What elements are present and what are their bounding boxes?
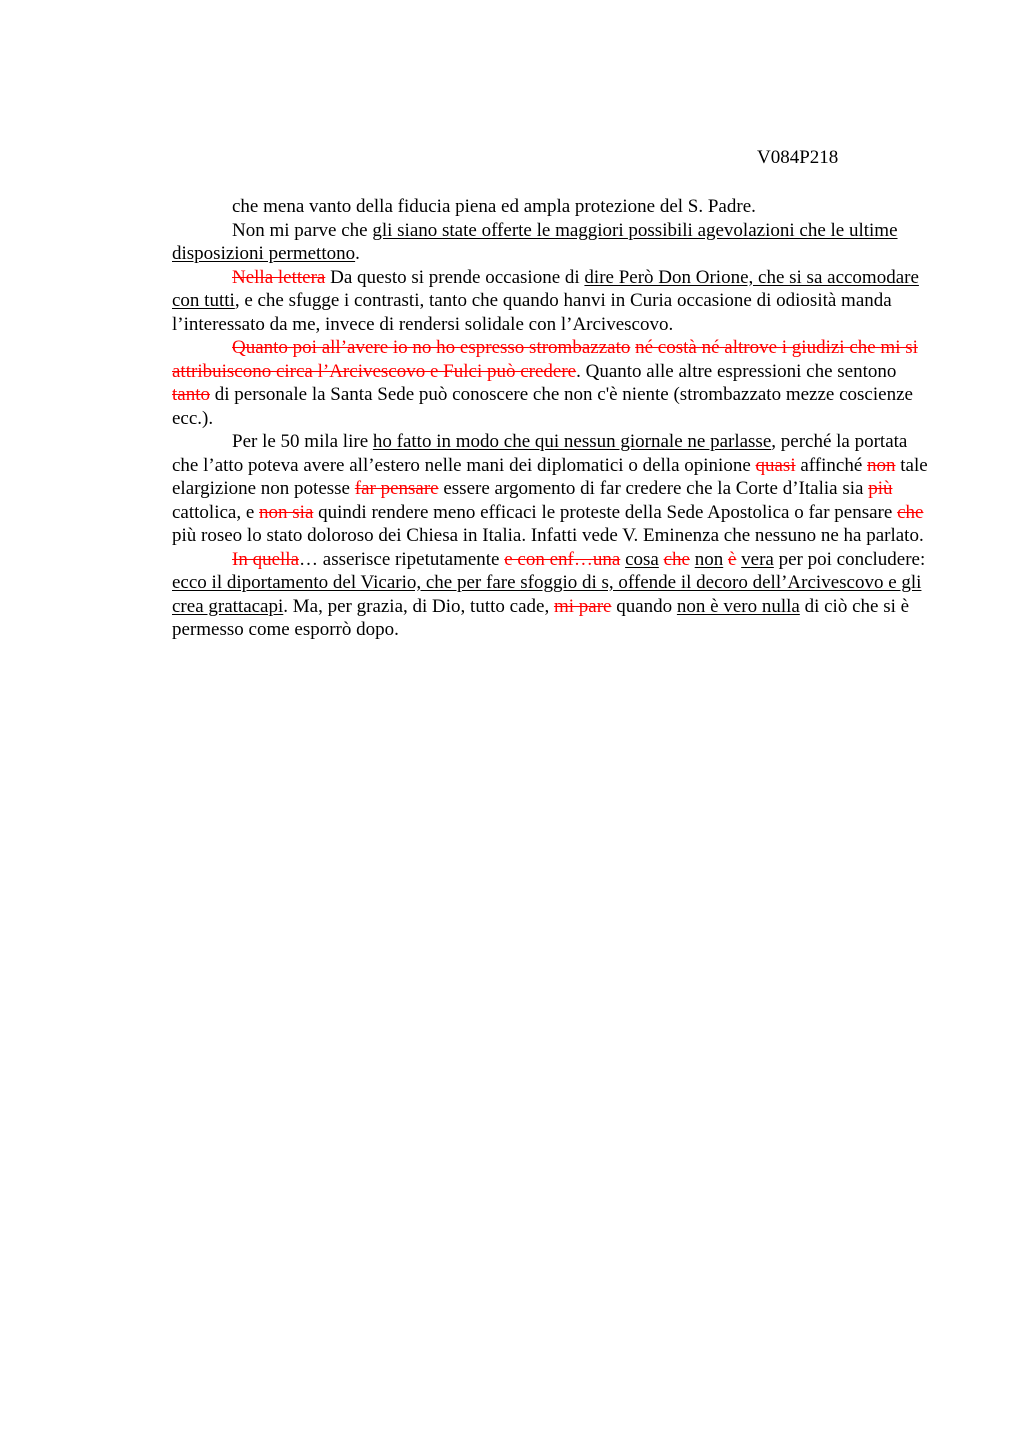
deleted-text: più: [868, 478, 893, 499]
text-run: affinché: [795, 454, 867, 476]
text-run: . Ma, per grazia, di Dio, tutto cade,: [283, 595, 554, 617]
text-run: tale elargizione non potesse: [172, 454, 928, 499]
text-run: che mena vanto della fiducia piena ed ampla protezione del S. Padre.: [232, 196, 756, 217]
text-run: di personale la Santa Sede può conoscere che non c'è niente (strombazzato mezze coscienze ecc.).: [172, 384, 913, 429]
deleted-text: è: [727, 548, 737, 570]
document-body: [172, 195, 932, 642]
paragraph: [172, 219, 932, 266]
underlined-text: vera: [741, 548, 774, 570]
text-run: . Quanto alle altre espressioni che sentono: [576, 360, 897, 382]
paragraph: [172, 430, 932, 548]
text-run: quando: [611, 595, 677, 617]
text-run: di ciò che si è permesso come esporrò dopo.: [172, 595, 910, 640]
deleted-text: non: [867, 454, 896, 476]
paragraph: [172, 266, 932, 337]
deleted-text: Nella lettera: [232, 266, 326, 288]
text-run: Da questo si prende occasione di: [325, 266, 585, 288]
text-run: .: [355, 243, 360, 264]
paragraph: [172, 336, 932, 430]
deleted-text: che: [897, 501, 924, 523]
text-run: , e che sfugge i contrasti, tanto che quando hanvi in Curia occasione di odiosità manda l’interessato da me, invece di rendersi solidale con l’Arcivescovo.: [172, 290, 892, 335]
text-run: … asserisce ripetutamente: [299, 548, 505, 570]
text-run: quindi rendere meno efficaci le proteste della Sede Apostolica o far pensare: [313, 501, 898, 523]
page-id: V084P218: [757, 147, 839, 168]
deleted-text: e con enf…una: [504, 548, 621, 570]
deleted-text: quasi: [755, 454, 796, 476]
paragraph: [172, 548, 932, 642]
deleted-text: Quanto poi all’avere io no ho espresso strombazzato: [232, 337, 631, 358]
deleted-text: né costà né altrove i giudizi che mi si attribuiscono circa l’Arcivescovo e Fulci può credere: [172, 337, 918, 382]
deleted-text: mi pare: [553, 595, 612, 617]
underlined-text: non: [694, 548, 724, 570]
text-run: Per le 50 mila lire: [232, 431, 373, 452]
underlined-text: non è vero nulla: [676, 595, 800, 617]
deleted-text: tanto: [172, 384, 210, 405]
deleted-text: far pensare: [354, 478, 439, 499]
underlined-text: cosa: [625, 548, 659, 570]
paragraph: [172, 195, 932, 219]
deleted-text: che: [663, 548, 690, 570]
underlined-text: ho fatto in modo che qui nessun giornale ne parlasse: [372, 431, 772, 452]
text-run: Non mi parve che: [232, 219, 373, 241]
text-run: , perché la portata che l’atto poteva avere all’estero nelle mani dei diplomatici o della opinione: [172, 431, 908, 476]
underlined-text: gli siano state offerte le maggiori possibili agevolazioni che le ultime disposizioni permettono: [172, 219, 898, 264]
text-run: più roseo lo stato doloroso dei Chiesa in Italia. Infatti vede V. Eminenza che nessuno ne ha parlato.: [172, 525, 924, 546]
deleted-text: non sia: [259, 501, 314, 523]
text-run: essere argomento di far credere che la Corte d’Italia sia: [438, 478, 869, 499]
deleted-text: In quella: [232, 548, 300, 570]
text-run: per poi concludere:: [773, 548, 926, 570]
text-run: cattolica, e: [172, 501, 260, 523]
underlined-text: dire Però Don Orione, che si sa accomodare con tutti: [172, 266, 919, 311]
underlined-text: ecco il diportamento del Vicario, che per fare sfoggio di s, offende il decoro dell’Arcivescovo e gli crea grattacapi: [172, 572, 922, 617]
